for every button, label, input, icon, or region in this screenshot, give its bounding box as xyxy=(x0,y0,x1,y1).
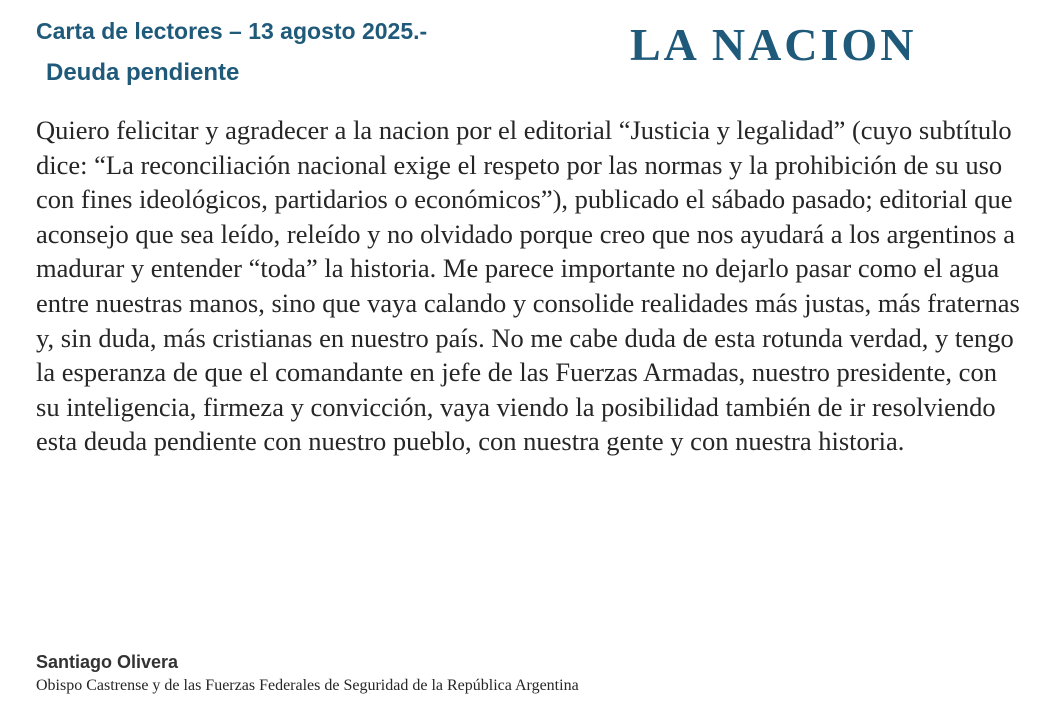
letter-subtitle: Deuda pendiente xyxy=(46,59,240,86)
author-role: Obispo Castrense y de las Fuerzas Federales de Seguridad de la República Argentina xyxy=(36,677,579,694)
la-nacion-logo: LA NACION xyxy=(630,19,917,70)
page-title: Carta de lectores – 13 agosto 2025.- xyxy=(36,18,428,44)
letter-body: Quiero felicitar y agradecer a la nacion por el editorial “Justicia y legalidad” (cuyo subtítulo dice: “La reconciliación nacional exige el respeto por las normas y la prohibición de su uso con fines ideológicos, partidarios o económicos”), publicado el sábado pasado; editorial que aconsejo que sea leído, releído y no olvidado porque creo que nos ayudará a los argentinos a madurar y entender “toda” la historia. Me parece importante no dejarlo pasar como el agua entre nuestras manos, sino que vaya calando y consolide realidades más justas, más fraternas y, sin duda, más cristianas en nuestro país. No me cabe duda de esta rotunda verdad, y tengo la esperanza de que el comandante en jefe de las Fuerzas Armadas, nuestro presidente, con su inteligencia, firmeza y convicción, vaya viendo la posibilidad también de ir resolviendo esta deuda pendiente con nuestro pueblo, con nuestra gente y con nuestra historia. xyxy=(36,115,1020,457)
author-name: Santiago Olivera xyxy=(36,652,179,672)
